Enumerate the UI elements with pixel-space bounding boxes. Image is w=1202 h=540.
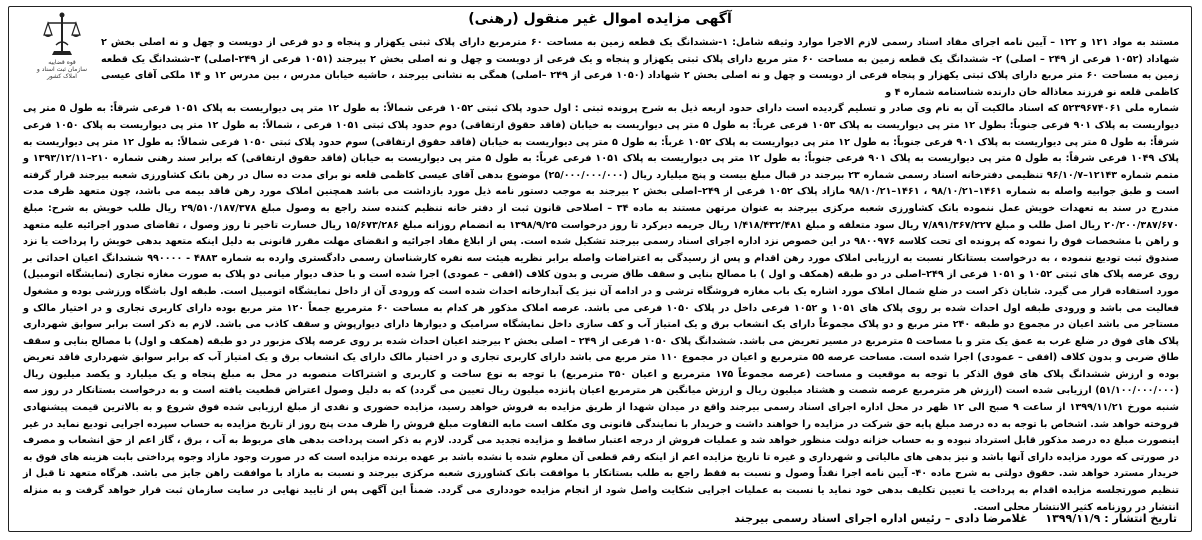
- notice-lead-paragraph: مستند به مواد ۱۲۱ و ۱۲۲ – آیین نامه اجرای مفاد اسناد رسمی لازم الاجرا موارد وثیقه شامل: ۱-ششدانگ یک قطعه زمین به مساحت ۶۰ مترمربع دارای پلاک ثبتی یکهزار و پنجاه و دو فرعی از دویست و چهل و نه اصلی بخش ۲ شهاداد (۱۰۵۲ فرعی از ۲۴۹ – اصلی) ۲- ششدانگ یک قطعه زمین به مساحت ۶۰ متر مربع دارای پلاک ثبتی یکهزار و پنجاه و یک فرعی از دویست و چهل و نه اصلی بخش ۲ بیرجند (۱۰۵۱ فرعی از ۲۴۹-اصلی) ۳-ششدانگ یک قطعه زمین به مساحت ۶۰ متر مربع دارای پلاک ثبتی یکهزار و پنجاه فرعی از دویست و چهل و نه اصلی بخش ۲ شهاداد (۱۰۵۰ فرعی از ۲۴۹ –اصلی) همگی به نشانی بیرجند ، حاشیه خیابان مدرس ، بین مدرس ۱۲ و ۱۴ ملکی آقای عیسی کاظمی قلعه نو فرزند معاذاله خان دارنده شناسنامه شماره ۴ و: [101, 37, 1180, 98]
- publication-date: تاریخ انتشار : ۱۳۹۹/۱۱/۹: [1045, 512, 1177, 525]
- notice-frame: [8, 6, 1192, 532]
- notice-title: آگهی مزایده اموال غیر منقول (رهنی): [468, 11, 732, 27]
- emblem-line-1: قوه قضاییه: [48, 59, 76, 66]
- signatory: غلامرضا دادی – رئیس اداره اجرای اسناد رسمی بیرجند: [734, 512, 1028, 525]
- notice-body: [23, 35, 1179, 516]
- notice-main-paragraph: شماره ملی ۵۲۳۹۶۷۴۰۶۱ که اسناد مالکیت آن به نام وی صادر و تسلیم گردیده است دارای حدود اربعه ذیل به شرح پرونده ثبتی : اول حدود پلاک ثبتی ۱۰۵۲ فرعی شمالاً: به طول ۱۲ متر پی دیواریست به پلاک ۱۰۵۱ فرعی شرقاً: به طول ۵ متر پی دیواریست به پلاک ۹۰۱ فرعی جنوباً: بطول ۱۲ متر پی دیواریست به پلاک ۱۰۵۳ فرعی غرباً: به طول ۵ متر پی دیواریست به خیابان (فاقد حقوق ارتفاقی) دوم حدود پلاک ثبتی ۱۰۵۱ فرعی ، شمالاً: به طول ۱۲ متر پی دیواریست به پلاک ۱۰۵۰ فرعی شرقاً: به طول ۵ متر پی دیواریست به پلاک ۹۰۱ فرعی جنوباً: به طول ۱۲ متر پی دیواریست به پلاک ۱۰۵۲ غرباً: به طول ۵ متر پی دیواریست به خیابان (فاقد حقوق ارتفاقی) سوم حدود پلاک ثبتی ۱۰۵۰ فرعی شمالاً: به طول ۱۲ متر پی دیواریست به پلاک ۱۰۴۹ فرعی شرقاً: به طول ۵ متر پی دیواریست به پلاک ۹۰۱ فرعی جنوباً: به طول ۱۲ متر پی دیواریست به پلاک ۱۰۵۱ فرعی غرباً: به طول ۵ متر پی دیواریست به خیابان (فاقد حقوق ارتفاقی) که برابر سند رهنی شماره ۲۱۰–۱۳۹۳/۱۲/۱۱ و متمم شماره ۱۲۱۴۳–۹۶/۱۰/۷ تنظیمی دفترخانه اسناد رسمی شماره ۲۳ بیرجند در قبال مبلغ بیست و پنج میلیارد ریال (۲۵/۰۰۰/۰۰۰/۰۰۰) موضوع بدهی آقای عیسی کاظمی قلعه نو برای مدت ده سال در رهن بانک کشاورزی شعبه بیرجند قرار گرفته است و طبق جوابیه واصله به شماره ۱۴۶۱–۹۸/۱۰/۲۱ ، ۱۴۶۱–۹۸/۱۰/۲۱ مازاد پلاک ۱۰۵۲ فرعی از ۲۴۹–اصلی بخش ۲ بیرجند به موجب دستور نامه ذیل مورد بازداشت می باشد همچنین املاک مورد رهن فاقد بیمه می باشد، چون متعهد ظرف مدت مندرج در سند به تعهدات خویش عمل ننموده بانک کشاورزی شعبه مرکزی بیرجند به عنوان مرتهن مستند به ماده ۳۴ – اصلاحی قانون ثبت از دفتر خانه تنظیم کننده سند راجع به وصول مبلغ ۲۹/۵۱۰/۱۸۷/۳۷۸ ریال طلب خویش به شرح: مبلغ ۲۰/۲۰۰/۳۸۷/۶۷۰ ریال اصل طلب و مبلغ ۷/۸۹۱/۳۶۷/۲۲۷ ریال سود متعلقه و مبلغ ۱/۴۱۸/۴۳۲/۴۸۱ ریال جریمه دیرکرد تا روز درخواست ۱۳۹۸/۹/۲۵ به انضمام روزانه مبلغ ۱۵/۶۷۳/۲۸۶ ریال خسارت تاخیر تا روز وصول ، تقاضای صدور اجرائیه علیه متعهد و راهن با مشخصات فوق را نموده که پرونده ای تحت کلاسه ۹۸۰۰۹۷۶ در این خصوص نزد اداره اجرای اسناد رسمی بیرجند تشکیل شده است. پس از ابلاغ مفاد اجرائیه و انقضای مهلت مقرر قانونی به دلیل اینکه متعهد بدهی خویش را پرداخت یا نزد صندوق ثبت تودیع ننموده ، به درخواست بستانکار نسبت به ارزیابی املاک مورد رهن اقدام و پس از رسیدگی به اعتراضات واصله برابر نظریه هیئت سه نفره کارشناسان رسمی دادگستری وارده به شماره ۴۸۸۳ - ۹۹۰۰۰۰ ششدانگ اعیان احداثی بر روی عرصه پلاک های ثبتی ۱۰۵۲ و ۱۰۵۱ فرعی از ۲۴۹–اصلی در دو طبقه (همکف و اول ) با مصالح بنایی و سقف طاق ضربی و بدون کلاف (افقی – عمودی) اجرا شده است و با حذف دیوار میانی دو پلاک به صورت مغازه تجاری (نمایشگاه اتومبیل) مورد استفاده قرار می گیرد. شایان ذکر است در ضلع شمال املاک مورد اشاره یک باب مغازه فروشگاه ترشی و در ادامه آن نیز یک آبدارخانه احداث شده است که ورودی آن از داخل نمایشگاه اتومبیل است. طبقه اول باشگاه ورزشی بوده و مشغول فعالیت می باشد و ورودی طبقه اول احداث شده بر روی پلاک های ۱۰۵۱ و ۱۰۵۲ فرعی داخل در پلاک ۱۰۵۰ فرعی می باشد. عرصه املاک مذکور هر کدام به مساحت ۶۰ مترمربع جمعاً ۱۲۰ متر مربع بوده دارای کاربری تجاری و در اختیار مالک و مستاجر می باشد اعیان در مجموع دو طبقه ۲۴۰ متر مربع و دو پلاک مجموعاً دارای یک انشعاب برق و یک امتیاز آب و کف سازی داخل نمایشگاه سرامیک و دیوارها دارای دیوارپوش و سقف کاذب می باشد. لازم به ذکر است برابر سوابق شهرداری پلاک های فوق در ضلع غرب به عمق یک متر و با مساحت ۵ مترمربع در مسیر تعریض می باشد. ششدانگ پلاک ۱۰۵۰ فرعی از ۲۴۹ – اصلی بخش ۲ بیرجند اعیان احداث شده بر روی عرصه پلاک مزبور در دو طبقه (همکف و اول) با مصالح بنایی و سقف طاق ضربی و بدون کلاف (افقی – عمودی) اجرا شده است. مساحت عرصه ۵۵ مترمربع و اعیان در مجموع ۱۱۰ متر مربع می باشد دارای کاربری تجاری و در اختیار مالک دارای یک انشعاب برق و یک امتیاز آب که برابر سوابق شهرداری فاقد تعریض بوده و ارزش ششدانگ پلاک های فوق الذکر با توجه به موقعیت و مساحت (عرصه مجموعاً ۱۷۵ مترمربع و اعیان ۳۵۰ مترمربع) با توجه به نوع ساخت و کاربری و اشتراکات منصوبه در محل به مبلغ پنجاه و یک میلیارد و یکصد میلیون ریال (۵۱/۱۰۰/۰۰۰/۰۰۰) ارزیابی شده است (ارزش هر مترمربع عرصه شصت و هشتاد میلیون ریال و ارزش میانگین هر مترمربع اعیان پانزده میلیون ریال تعیین می گردد) که به دلیل وصول اعتراض قطعیت یافته است و به درخواست بستانکار در روز سه شنبه مورخ ۱۳۹۹/۱۱/۲۱ از ساعت ۹ صبح الی ۱۲ ظهر در محل اداره اجرای اسناد رسمی بیرجند واقع در میدان شهدا از طریق مزایده به فروش خواهد رسید، مزایده حضوری و نقدی از مبلغ ارزیابی شده فوق شروع و به بالاترین قیمت پیشنهادی فروخته خواهد شد. اشخاص با توجه به ده درصد مبلغ پایه حق شرکت در مزایده را خواهند داشت و خریدار با نمایندگی قانونی وی مکلف است مابه التفاوت مبلغ فروش را ظرف مدت پنج روز از تاریخ مزایده به حساب سپرده اجرایی تودیع نماید در غیر اینصورت مبلغ ده درصد مذکور قابل استرداد نبوده و به حساب خزانه دولت منظور خواهد شد و عملیات فروش از درجه اعتبار ساقط و مزایده تجدید می گردد. لازم به ذکر است پرداخت بدهی های مربوط به آب ، برق ، گاز اعم از حق انشعاب و مصرف در صورتی که مورد مزایده دارای آنها باشد و نیز بدهی های مالیاتی و شهرداری و غیره تا تاریخ مزایده اعم از اینکه رقم قطعی آن معلوم شده یا نشده باشد بر عهده برنده مزایده است که در صورت وجود مازاد وجوه پرداختی بابت هزینه های فوق به خریدار مسترد خواهد شد. حقوق دولتی به شرح ماده ۴۰- آیین نامه اجرا نقداً وصول و نسبت به فقط راجع به طلب بستانکار با موافقت بانک کشاورزی شعبه مرکزی بیرجند و نسبت به مازاد با موافقت راهن جایز می باشد. هرگاه متعهد تا قبل از تنظیم صورتجلسه مزایده اقدام به پرداخت یا تعیین تکلیف بدهی خود نماید یا نسبت به عملیات اجرایی شکایت واصل شود از انجام مزایده خودداری می گردد. ضمناً این آگهی پس از تایید نهایی در سایت سازمان ثبت قرار خواهد گرفت و به منزله انتشار در روزنامه کثیر الانتشار محلی است.: [23, 103, 1180, 513]
- emblem-line-2: سازمان ثبت اسناد و املاک کشور: [36, 66, 88, 80]
- notice-footer: [23, 512, 1177, 525]
